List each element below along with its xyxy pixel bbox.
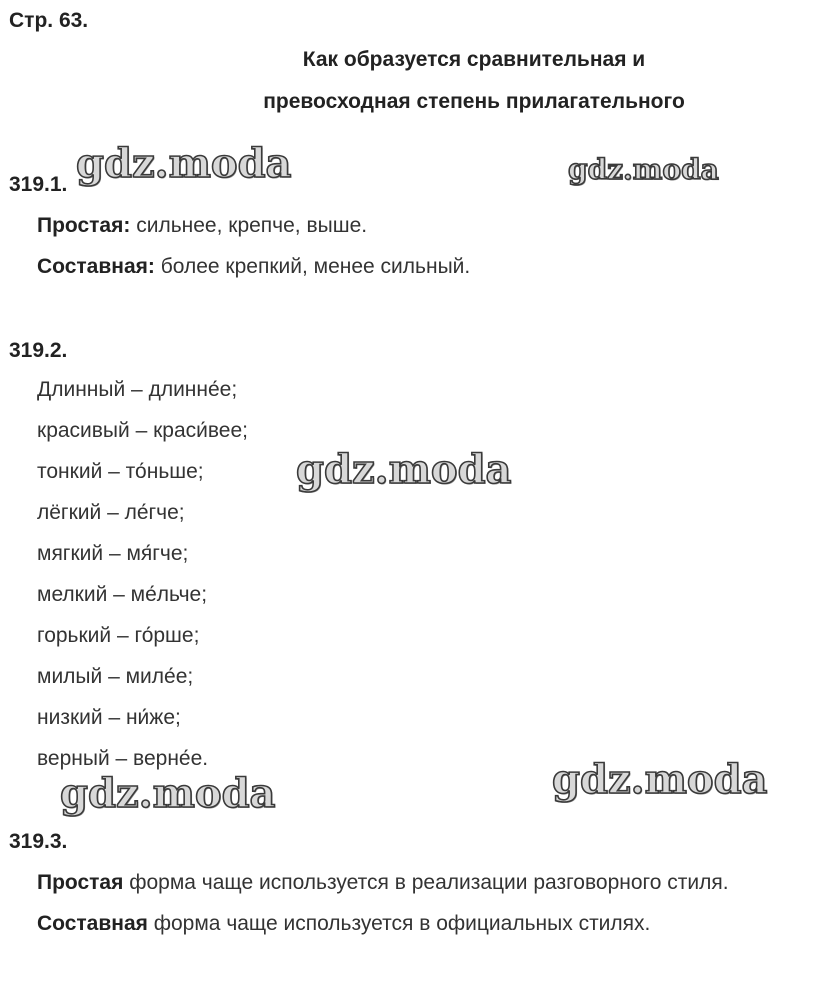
pair-line: низкий – ни́же; bbox=[37, 706, 181, 729]
task-number-319-1: 319.1. bbox=[9, 173, 68, 196]
pair-line: милый – миле́е; bbox=[37, 665, 194, 688]
watermark: gdz.moda bbox=[296, 446, 512, 493]
pair-line: красивый – краси́вее; bbox=[37, 419, 248, 442]
pair-line: лёгкий – ле́гче; bbox=[37, 501, 185, 524]
title-line-2: превосходная степень прилагательного bbox=[263, 90, 685, 113]
task3-simple-line bbox=[37, 871, 729, 895]
pair-line: горький – го́рше; bbox=[37, 624, 200, 647]
simple-text: сильнее, крепче, выше. bbox=[130, 214, 368, 237]
task-number-319-3: 319.3. bbox=[9, 830, 68, 853]
title-line-1: Как образуется сравнительная и bbox=[302, 48, 646, 71]
pair-line: мелкий – ме́льче; bbox=[37, 583, 208, 606]
page-number: Стр. 63. bbox=[9, 9, 89, 32]
compound-label: Составная: bbox=[37, 255, 155, 278]
compound-text: более крепкий, менее сильный. bbox=[154, 255, 471, 278]
simple-label: Простая bbox=[37, 871, 124, 894]
compound-text: форма чаще используется в официальных стилях. bbox=[147, 912, 651, 935]
simple-label: Простая: bbox=[37, 214, 131, 237]
task-number-319-2: 319.2. bbox=[9, 339, 68, 362]
pair-line: тонкий – то́ньше; bbox=[37, 460, 204, 483]
watermark: gdz.moda bbox=[568, 153, 719, 186]
compound-label: Составная bbox=[37, 912, 148, 935]
watermark: gdz.moda bbox=[552, 756, 768, 803]
task3-compound-line bbox=[37, 912, 650, 936]
task1-simple-line bbox=[37, 214, 367, 238]
pair-line: Длинный – длинне́е; bbox=[37, 378, 238, 401]
simple-text: форма чаще используется в реализации разговорного стиля. bbox=[123, 871, 729, 894]
pair-line: мягкий – мя́гче; bbox=[37, 542, 189, 565]
task1-compound-line bbox=[37, 255, 470, 279]
watermark: gdz.moda bbox=[60, 770, 276, 817]
watermark: gdz.moda bbox=[76, 140, 292, 187]
pair-line: верный – верне́е. bbox=[37, 747, 209, 770]
